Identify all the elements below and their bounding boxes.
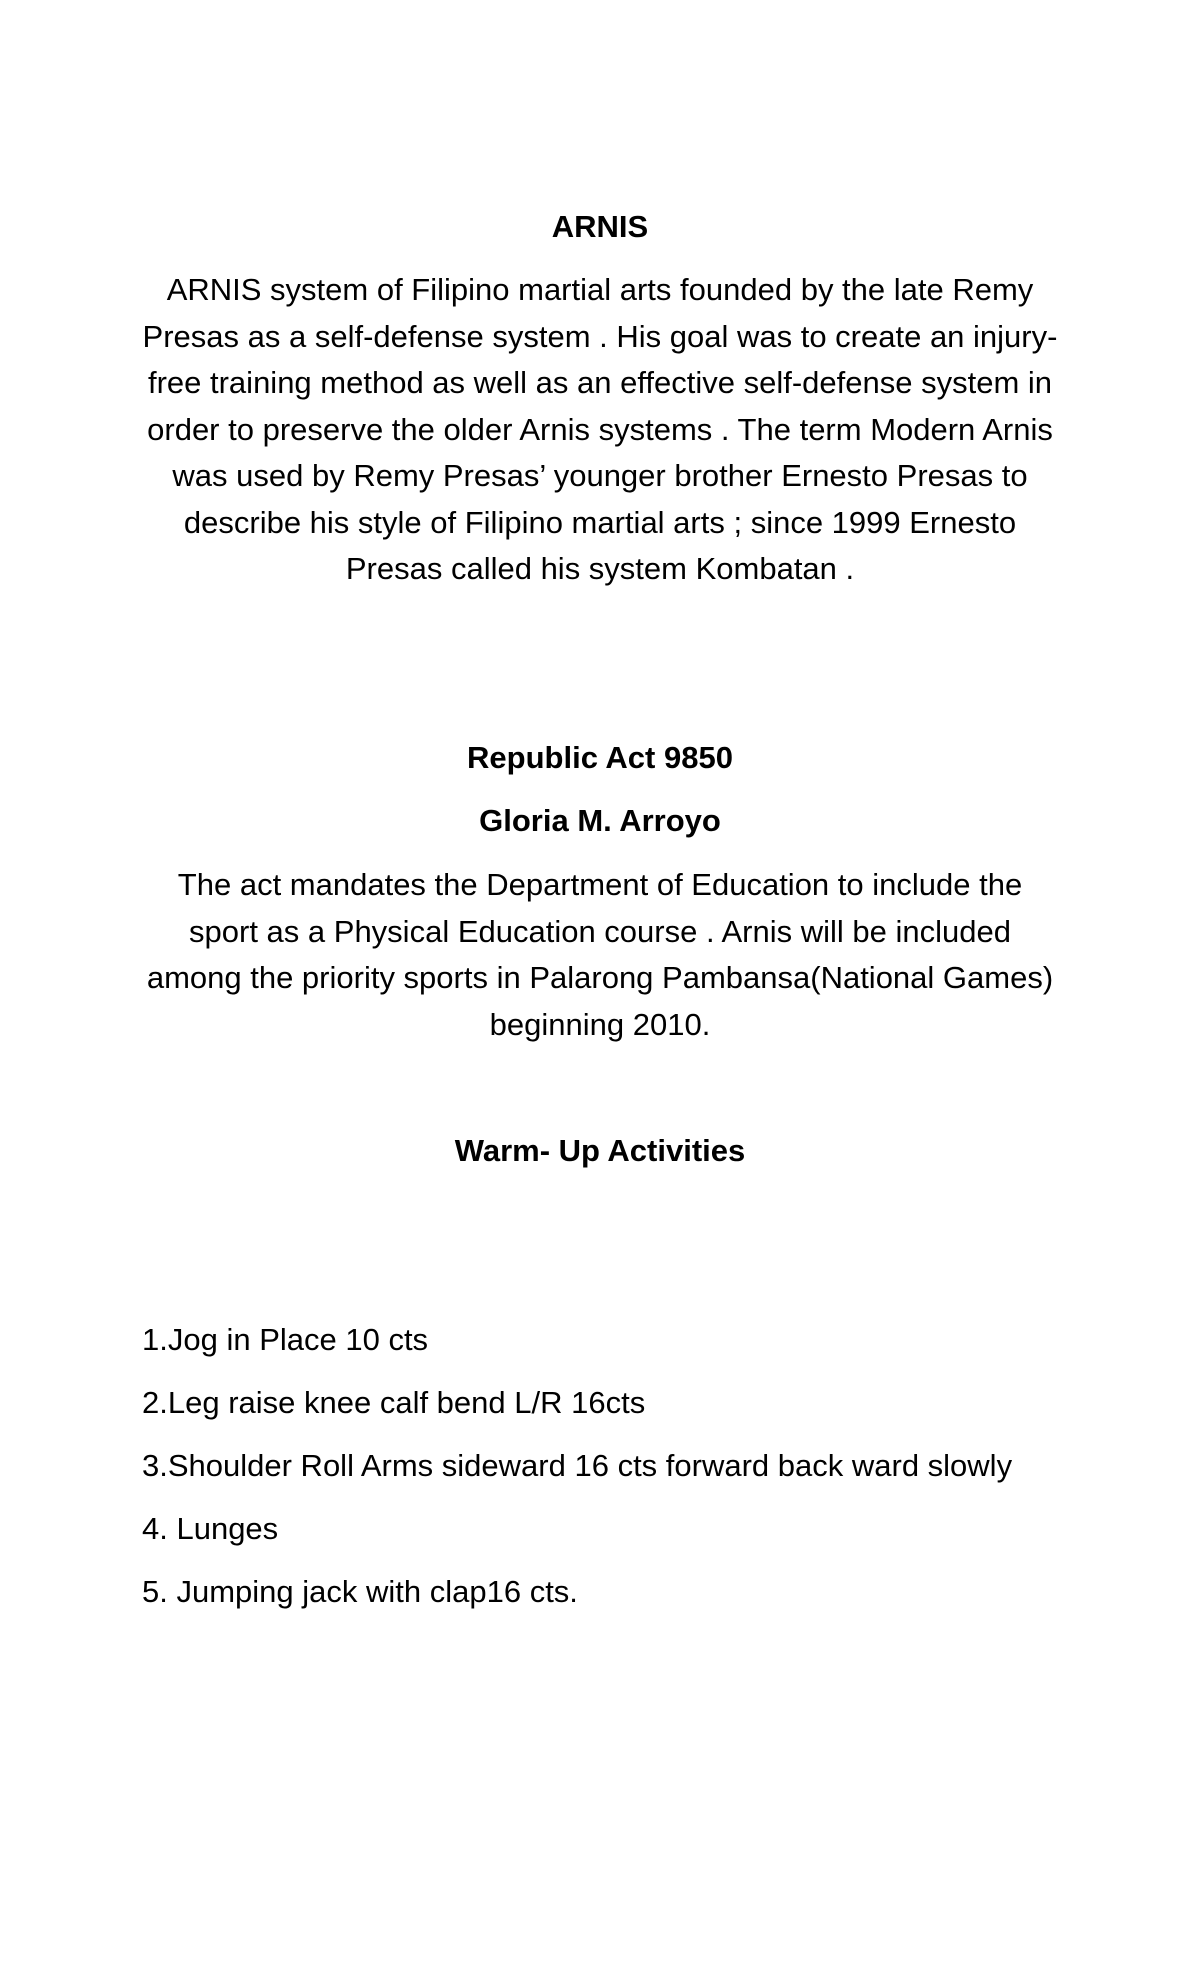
list-item: 2.Leg raise knee calf bend L/R 16cts [142,1385,646,1420]
list-item: 3.Shoulder Roll Arms sideward 16 cts forward back ward slowly [142,1448,1013,1483]
author-name: Gloria M. Arroyo [479,803,721,838]
list-item: 5. Jumping jack with clap16 cts. [142,1574,578,1609]
republic-act-paragraph: The act mandates the Department of Education to include the sport as a Physical Education course . Arnis will be included among the priority sports in Palarong Pambansa(National Games) beginning 2010. [146,867,1054,1042]
warm-up-title: Warm- Up Activities [454,1133,746,1168]
republic-act-title: Republic Act 9850 [467,740,733,775]
arnis-paragraph: ARNIS system of Filipino martial arts founded by the late Remy Presas as a self-defense system . His goal was to create an injury-free training method as well as an effective self-defense system in order to preserve the older Arnis systems . The term Modern Arnis was used by Remy Presas’ younger brother Ernesto Presas to describe his style of Filipino martial arts ; since 1999 Ernesto Presas called his system Kombatan . [142,272,1058,586]
list-item: 1.Jog in Place 10 cts [142,1322,429,1357]
list-item: 4. Lunges [142,1511,279,1546]
arnis-title: ARNIS [551,209,649,244]
